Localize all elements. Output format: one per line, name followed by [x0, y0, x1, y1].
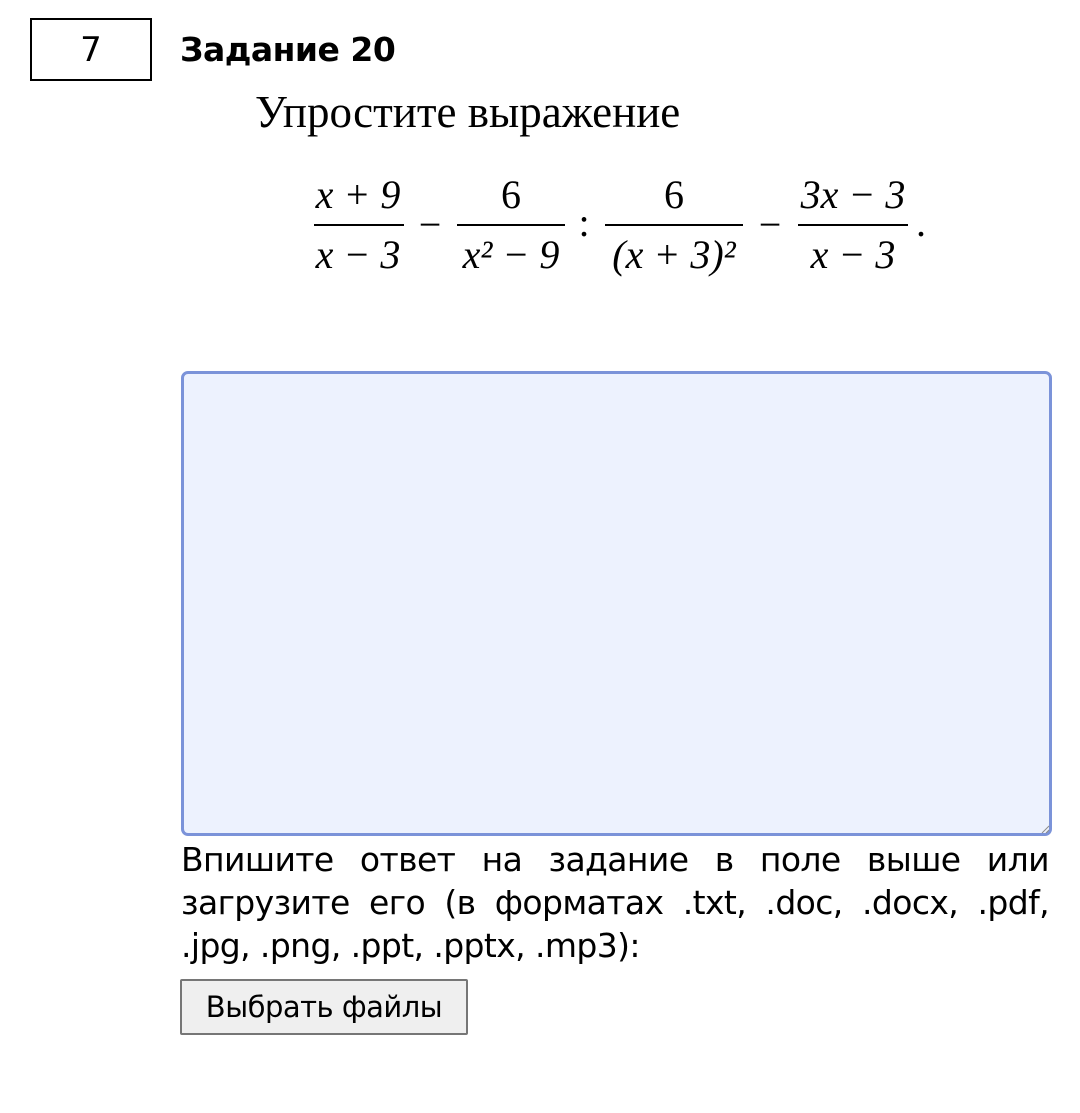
- task-title: Задание 20: [180, 30, 396, 69]
- fraction-2-numerator: 6: [501, 172, 521, 217]
- fraction-2-denominator: x² − 9: [462, 232, 560, 277]
- fraction-1-denominator: x − 3: [315, 232, 401, 277]
- fraction-1-numerator: x + 9: [315, 172, 401, 217]
- choose-files-button[interactable]: Выбрать файлы: [180, 979, 468, 1035]
- operator-minus-2: −: [758, 202, 782, 247]
- answer-hint: Впишите ответ на задание в поле выше или загрузите его (в форматах .txt, .doc, .docx, .pdf, .jpg, .png, .ppt, .pptx, .mp3):: [181, 840, 1049, 965]
- fraction-4-denominator: x − 3: [810, 232, 896, 277]
- fraction-4-numerator: 3x − 3: [800, 172, 906, 217]
- expression-period: .: [916, 200, 926, 245]
- math-expression: [300, 168, 940, 288]
- task-number: 7: [30, 18, 152, 81]
- answer-textarea[interactable]: [181, 371, 1052, 836]
- fraction-3-numerator: 6: [664, 172, 684, 217]
- resize-grip-icon[interactable]: [1040, 824, 1050, 834]
- fraction-3-denominator: (x + 3)²: [612, 232, 736, 277]
- task-prompt: Упростите выражение: [255, 87, 681, 137]
- operator-minus-1: −: [418, 202, 442, 247]
- operator-divide: :: [578, 200, 590, 245]
